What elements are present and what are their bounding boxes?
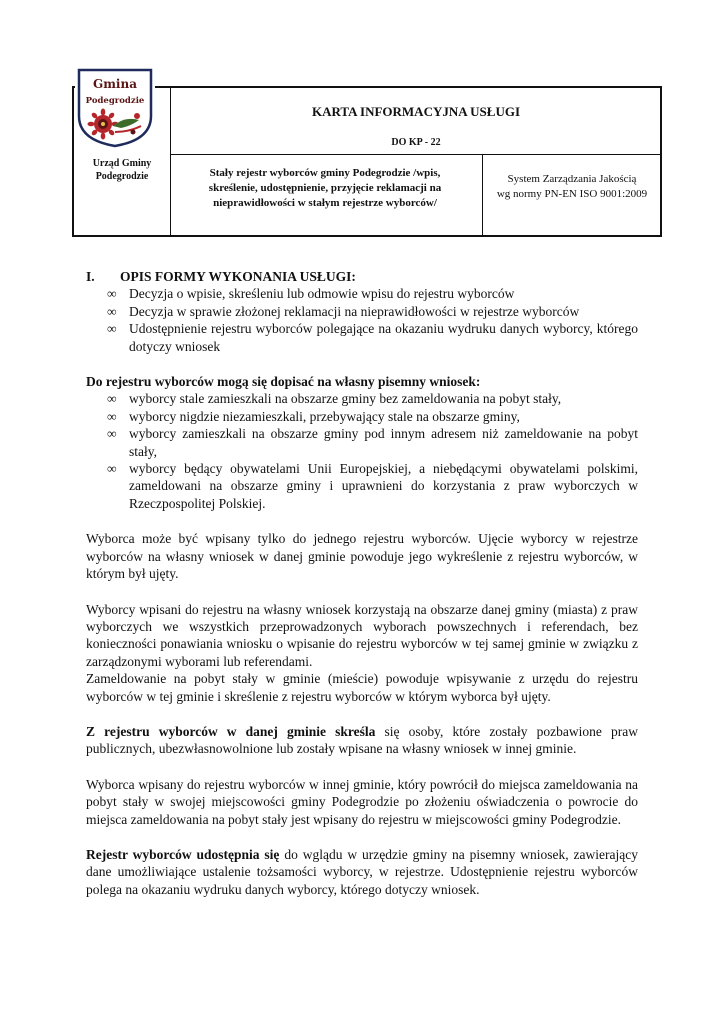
infinity-bullet-icon: ∞ [107,303,117,319]
quality-system [484,172,660,202]
paragraph-single-register: Wyborca może być wpisany tylko do jednego rejestru wyborców. Ujęcie wyborcy w rejestrze wyborców na własny wniosek w danej gminie powoduje jego wykreślenie z rejestru wyborców, w którym był ujęty. [86,531,638,582]
self-request-list [86,390,638,512]
paragraph-voting-rights: Wyborcy wpisani do rejestru na własny wniosek korzystają na obszarze danej gminy (miasta) z praw wyborczych we wszystkich przeprowadzonych wyborach powszechnych i referendach, bez konieczności ponawiania wniosku o wpisanie do rejestru wyborców w tej samej gminie w związku z zarządzonymi wyborami lub referendami. [86,601,638,669]
crest-icon [75,66,155,148]
qms-line-1: System Zarządzania Jakością [507,173,637,185]
self-request-heading: Do rejestru wyborców mogą się dopisać na własny pisemny wniosek: [86,374,481,390]
logo-word-podegrodzie: Podegrodzie [85,96,145,106]
list-item: ∞ Decyzja o wpisie, skreśleniu lub odmowie wpisu do rejestru wyborców [107,286,515,302]
section-title: OPIS FORMY WYKONANIA USŁUGI: [120,269,356,284]
service-line-3: nieprawidłowości w stałym rejestrze wyborców/ [213,197,437,209]
infinity-bullet-icon: ∞ [107,426,117,442]
document-code: DO KP - 22 [391,137,441,148]
infinity-bullet-icon: ∞ [107,286,117,302]
list-item: ∞ Decyzja w sprawie złożonej reklamacji na nieprawidłowości w rejestrze wyborców [107,303,580,319]
infinity-bullet-icon: ∞ [107,461,117,477]
document-body [86,268,638,898]
list-item: ∞ Udostępnienie rejestru wyborców polegające na okazaniu wydruku danych wyborcy, którego dotyczy wniosek [107,321,638,354]
form-of-service-list [86,285,638,355]
gmina-crest-logo [75,66,155,148]
list-item: ∞ wyborcy nigdzie niezamieszkali, przebywający stale na obszarze gminy, [107,408,520,424]
infinity-bullet-icon: ∞ [107,391,117,407]
office-line-2: Podegrodzie [95,171,149,182]
paragraph-removal: Z rejestru wyborców w danej gminie skreśla się osoby, które zostały pozbawione praw publicznych, ubezwłasnowolnione lub zostały wpisane na własny wniosek w innej gminie. [86,723,638,757]
section-1-heading [86,268,638,285]
service-name [185,166,465,211]
list-item: ∞ wyborcy zamieszkali na obszarze gminy pod innym adresem niż zameldowanie na pobyt stały, [107,426,638,459]
office-name [74,157,170,183]
list-item: ∞ wyborcy stale zamieszkali na obszarze gminy bez zameldowania na pobyt stały, [107,391,562,407]
infinity-bullet-icon: ∞ [107,408,117,424]
qms-line-2: wg normy PN-EN ISO 9001:2009 [496,188,648,200]
office-line-1: Urząd Gminy [92,158,152,169]
document-title: KARTA INFORMACYJNA USŁUGI [311,104,521,119]
header-divider-right [482,154,483,235]
logo-word-gmina: Gmina [92,77,138,91]
service-line-1: Stały rejestr wyborców gminy Podegrodzie /wpis, [209,167,441,179]
paragraph-return: Wyborca wpisany do rejestru wyborców w innej gminie, który powrócił do miejsca zameldowania na pobyt stały w swojej miejscowości gminy Podegrodzie po złożeniu oświadczenia o powrocie do miejsca zameldowania na pobyt stały jest wpisany do rejestru w miejscowości gminy Podegrodzie. [86,776,638,827]
service-line-2: skreślenie, udostępnienie, przyjęcie reklamacji na [208,182,442,194]
paragraph-registration: Zameldowanie na pobyt stały w gminie (mieście) powoduje wpisywanie z urzędu do rejestru wyborców w tej gminie i skreślenie z rejestru wyborców w którym wyborca był ujęty. [86,671,638,704]
section-number: I. [86,269,95,284]
infinity-bullet-icon: ∞ [107,321,117,337]
list-item: ∞ wyborcy będący obywatelami Unii Europejskiej, a niebędącymi obywatelami polskimi, zameldowani na obszarze gminy i uprawnieni do korzystania z praw wyborczych w Rzeczpospolitej Polskiej. [107,461,638,511]
paragraph-access: Rejestr wyborców udostępnia się do wglądu w urzędzie gminy na pisemny wniosek, zawierający dane umożliwiające ustalenie tożsamości wyborcy, w rejestrze. Udostępnienie rejestru wyborców polega na okazaniu wydruku danych wyborcy, którego dotyczy wniosek. [86,846,639,897]
header-divider-horizontal [170,154,660,155]
